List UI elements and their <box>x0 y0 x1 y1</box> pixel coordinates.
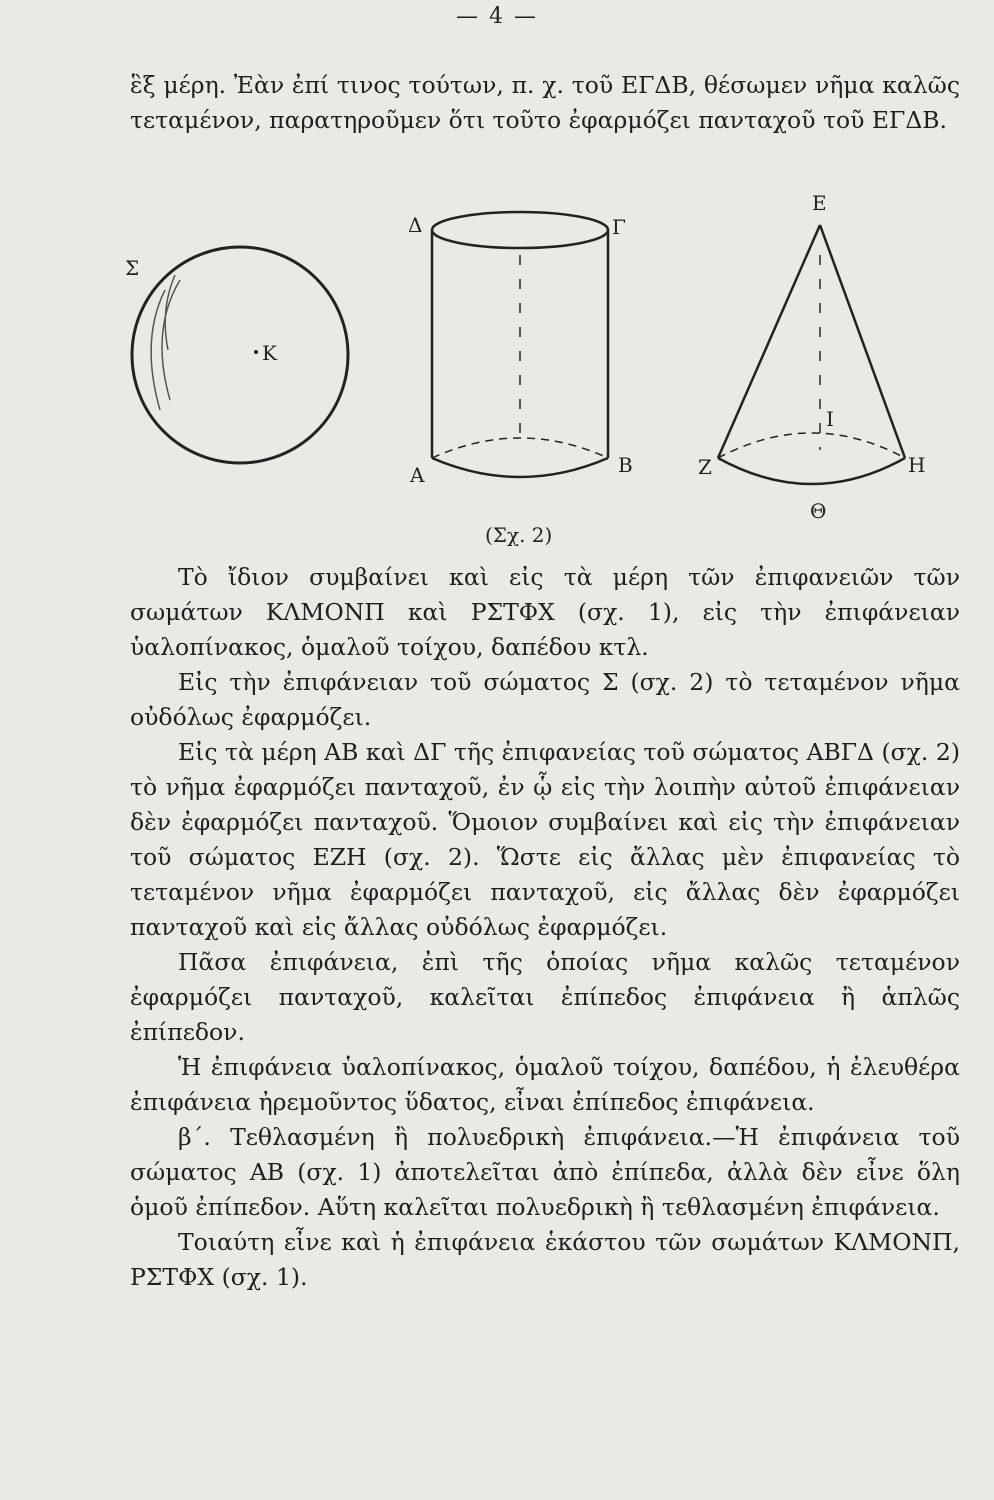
cylinder-figure <box>408 212 633 487</box>
cylinder-bottom-front <box>432 458 608 477</box>
sphere-shading <box>151 275 180 410</box>
intro-text <box>130 68 960 138</box>
paragraph-1: Τὸ ἴδιον συμβαίνει καὶ εἰς τὰ μέρη τῶν ἐπιφανειῶν τῶν σωμάτων ΚΛΜΟΝΠ καὶ ΡΣΤΦΧ (σχ. 1), εἰς τὴν ἐπιφάνειαν ὑαλοπίνακος, ὁμαλοῦ τοίχου, δαπέδου κτλ. <box>130 563 960 661</box>
sphere-outline <box>132 247 348 463</box>
cone-bottom-label: Θ <box>810 499 827 523</box>
paragraph-3: Εἰς τὰ μέρη ΑΒ καὶ ΔΓ τῆς ἐπιφανείας τοῦ σώματος ΑΒΓΔ (σχ. 2) τὸ νῆμα ἐφαρμόζει πανταχοῦ, ἐν ᾧ εἰς τὴν λοιπὴν αὐτοῦ ἐπιφάνειαν δὲν ἐφαρμόζει πανταχοῦ. Ὅμοιον συμβαίνει καὶ εἰς τὴν ἐπιφάνειαν τοῦ σώματος ΕΖΗ (σχ. 2). Ὥστε εἰς ἄλλας μὲν ἐπιφανείας τὸ τεταμένον νῆμα ἐφαρμόζει πανταχοῦ, εἰς ἄλλας δὲν ἐφαρμόζει πανταχοῦ καὶ εἰς ἄλλας οὐδόλως ἐφαρμόζει. <box>130 738 960 941</box>
paragraph-4: Πᾶσα ἐπιφάνεια, ἐπὶ τῆς ὁποίας νῆμα καλῶς τεταμένον ἐφαρμόζει πανταχοῦ, καλεῖται ἐπίπεδος ἐπιφάνεια ἢ ἁπλῶς ἐπίπεδον. <box>130 948 960 1046</box>
figure-2 <box>0 180 994 560</box>
paragraph-6: β΄. Τεθλασμένη ἢ πολυεδρικὴ ἐπιφάνεια.—Ἡ ἐπιφάνεια τοῦ σώματος ΑΒ (σχ. 1) ἀποτελεῖται ἀπὸ ἐπίπεδα, ἀλλὰ δὲν εἶνε ὅλη ὁμοῦ ἐπίπεδον. Αὕτη καλεῖται πολυεδρικὴ ἢ τεθλασμένη ἐπιφάνεια. <box>130 1123 960 1221</box>
paragraph-5: Ἡ ἐπιφάνεια ὑαλοπίνακος, ὁμαλοῦ τοίχου, δαπέδου, ἡ ἐλευθέρα ἐπιφάνεια ἠρεμοῦντος ὕδατος, εἶναι ἐπίπεδος ἐπιφάνεια. <box>130 1053 960 1116</box>
intro-paragraph: ἓξ μέρη. Ἐὰν ἐπί τινος τούτων, π. χ. τοῦ ΕΓΔΒ, θέσωμεν νῆμα καλῶς τεταμένον, παρατηροῦμεν ὅτι τοῦτο ἐφαρμόζει πανταχοῦ τοῦ ΕΓΔΒ. <box>130 71 960 134</box>
cone-center-label: Ι <box>826 407 834 431</box>
cone-base-back <box>718 433 905 458</box>
cone-apex-label: Ε <box>812 191 827 215</box>
cylinder-label-top-left: Δ <box>408 213 423 237</box>
cylinder-label-bottom-right: Β <box>618 453 633 477</box>
cylinder-label-top-right: Γ <box>612 215 626 239</box>
sphere-figure <box>125 247 348 463</box>
sphere-name-label: Σ <box>125 256 140 280</box>
sphere-center-label: Κ <box>262 341 277 365</box>
paragraph-2: Εἰς τὴν ἐπιφάνειαν τοῦ σώματος Σ (σχ. 2) τὸ τεταμένον νῆμα οὐδόλως ἐφαρμόζει. <box>130 668 960 731</box>
cone-base-front <box>718 458 905 484</box>
paragraph-7: Τοιαύτη εἶνε καὶ ἡ ἐπιφάνεια ἑκάστου τῶν σωμάτων ΚΛΜΟΝΠ, ΡΣΤΦΧ (σχ. 1). <box>130 1228 960 1291</box>
cone-right-label: Η <box>908 453 926 477</box>
cylinder-bottom-back <box>432 438 608 458</box>
cylinder-top-ellipse <box>432 212 608 248</box>
sphere-center-point <box>254 350 258 354</box>
body-text <box>130 560 960 1295</box>
cylinder-label-bottom-left: Α <box>410 463 425 487</box>
page-number: — 4 — <box>456 4 538 29</box>
figure-caption: (Σχ. 2) <box>485 523 553 547</box>
cone-left-label: Ζ <box>698 455 712 479</box>
figure-2-drawing <box>0 180 994 560</box>
cone-figure <box>698 191 925 523</box>
cone-left-side <box>718 225 820 458</box>
